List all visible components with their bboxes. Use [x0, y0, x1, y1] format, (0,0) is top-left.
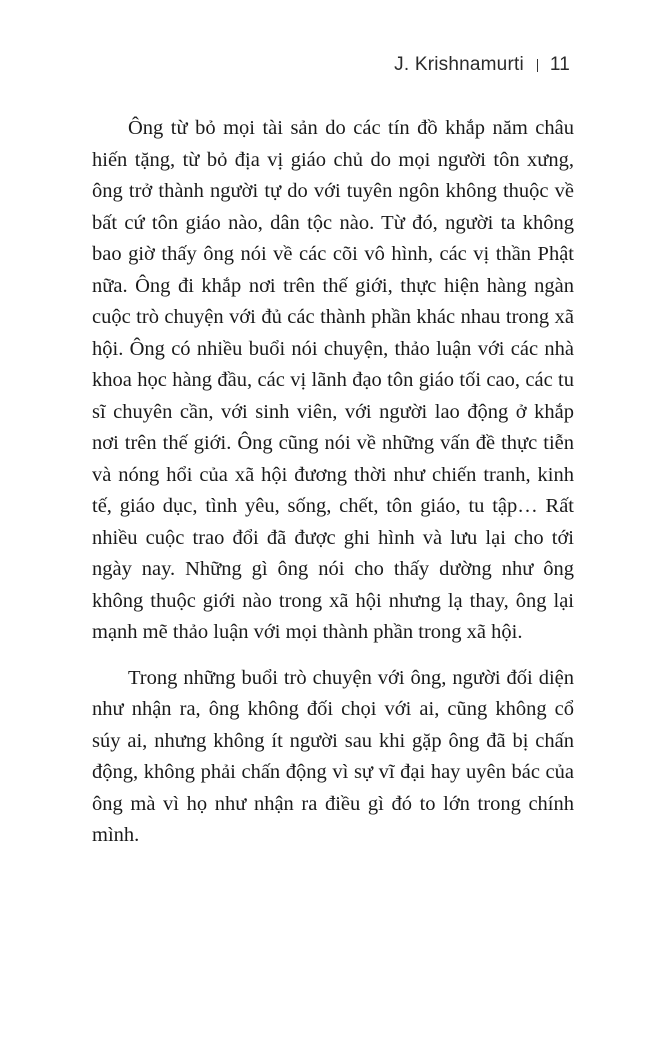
page-number: 11 [549, 54, 570, 75]
body-paragraph: Trong những buổi trò chuyện với ông, người đối diện như nhận ra, ông không đối chọi với ai, cũng không cổ súy ai, nhưng không ít người sau khi gặp ông đã bị chấn động, không phải chấn động vì sự vĩ đại hay uyên bác của ông mà vì họ như nhận ra điều gì đó to lớn trong chính mình. [92, 666, 574, 846]
running-header [394, 54, 570, 76]
header-separator [537, 59, 538, 72]
body-paragraph: Ông từ bỏ mọi tài sản do các tín đồ khắp năm châu hiến tặng, từ bỏ địa vị giáo chủ do mọi người tôn xưng, ông trở thành người tự do với tuyên ngôn không thuộc về bất cứ tôn giáo nào, dân tộc nào. Từ đó, người ta không bao giờ thấy ông nói về các cõi vô hình, các vị thần Phật nữa. Ông đi khắp nơi trên thế giới, thực hiện hàng ngàn cuộc trò chuyện với đủ các thành phần khác nhau trong xã hội. Ông có nhiều buổi nói chuyện, thảo luận với các nhà khoa học hàng đầu, các vị lãnh đạo tôn giáo tối cao, các tu sĩ chuyên cần, với sinh viên, với người lao động ở khắp nơi trên thế giới. Ông cũng nói về những vấn đề thực tiễn và nóng hổi của xã hội đương thời như chiến tranh, kinh tế, giáo dục, tình yêu, sống, chết, tôn giáo, tu tập… Rất nhiều cuộc trao đổi đã được ghi hình và lưu lại cho tới ngày nay. Những gì ông nói cho thấy dường như ông không thuộc giới nào trong xã hội nhưng lạ thay, ông lại mạnh mẽ thảo luận với mọi thành phần trong xã hội. [92, 117, 574, 643]
page-body [92, 113, 574, 852]
header-author: J. Krishnamurti [394, 54, 524, 75]
